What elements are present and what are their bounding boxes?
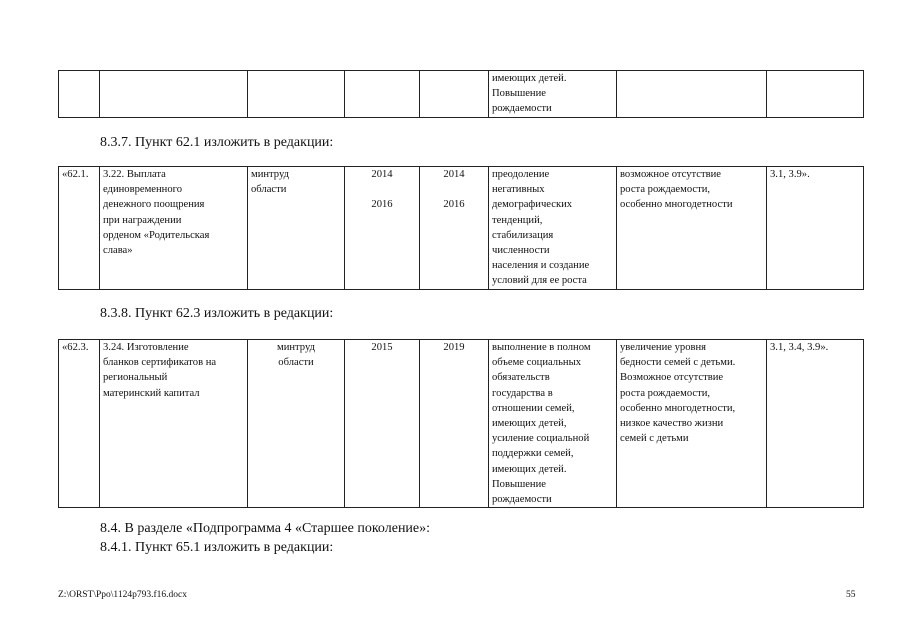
table-row [59,167,864,290]
page-number: 55 [846,590,856,600]
section-heading-8-3-7: 8.3.7. Пункт 62.1 изложить в редакции: [100,135,334,150]
item-links: 3.1, 3.9». [767,167,864,290]
item-number: «62.1. [59,167,100,290]
item-end-year: 2019 [420,340,489,508]
item-consequence: увеличение уровня бедности семей с детьми. Возможное отсутствие роста рождаемости, особенно многодетности, низкое качество жизни семей с детьми [617,340,767,508]
section-heading-8-3-8: 8.3.8. Пункт 62.3 изложить в редакции: [100,306,334,321]
table-row [59,340,864,508]
item-start-year: 2015 [345,340,420,508]
table-continuation [58,70,864,118]
item-executor: минтруд области [248,167,345,290]
item-start-year: 2014 2016 [345,167,420,290]
footer-file-path: Z:\ORST\Ppo\1124p793.f16.docx [58,590,187,600]
item-number: «62.3. [59,340,100,508]
item-result: преодоление негативных демографических тенденций, стабилизация численности населения и создание условий для ее роста [489,167,617,290]
item-end-year: 2014 2016 [420,167,489,290]
item-links: 3.1, 3.4, 3.9». [767,340,864,508]
table-row [59,71,864,118]
item-result: выполнение в полном объеме социальных обязательств государства в отношении семей, имеющих детей, усиление социальной поддержки семей, имеющих детей. Повышение рождаемости [489,340,617,508]
item-name: 3.22. Выплата единовременного денежного поощрения при награждении орденом «Родительская слава» [100,167,248,290]
item-name: 3.24. Изготовление бланков сертификатов на региональный материнский капитал [100,340,248,508]
item-executor: минтруд области [248,340,345,508]
section-heading-8-4: 8.4. В разделе «Подпрограмма 4 «Старшее поколение»: [100,521,431,536]
item-consequence: возможное отсутствие роста рождаемости, особенно многодетности [617,167,767,290]
section-heading-8-4-1: 8.4.1. Пункт 65.1 изложить в редакции: [100,540,334,555]
table-item-62-1 [58,166,864,290]
table-item-62-3 [58,339,864,508]
result-cell: имеющих детей. Повышение рождаемости [489,71,617,118]
